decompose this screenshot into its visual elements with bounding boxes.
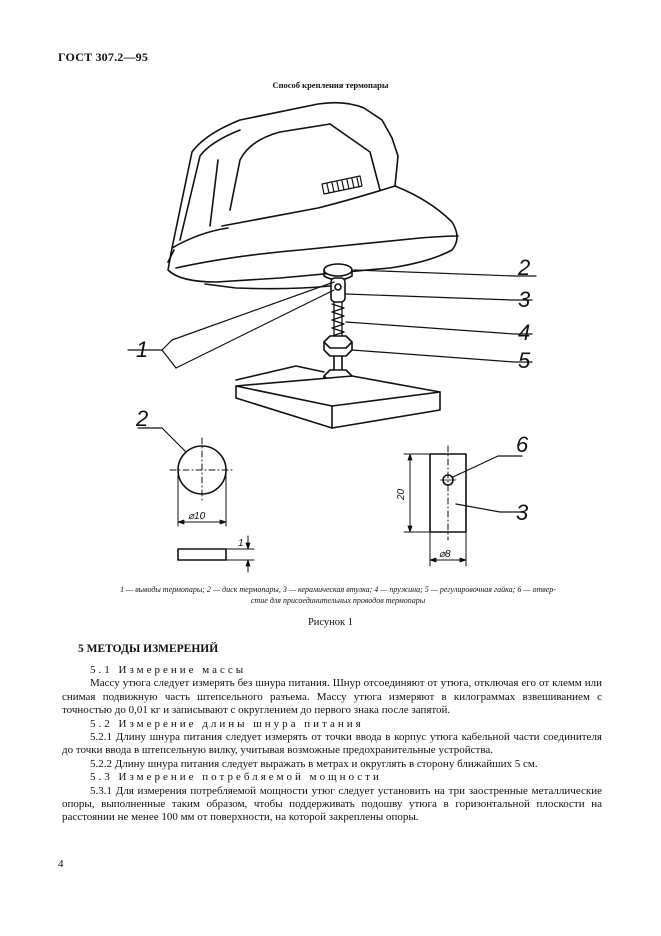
callout-2: 2 bbox=[518, 255, 531, 280]
heading-5-1: 5.1 Измерение массы bbox=[90, 664, 247, 676]
section-body bbox=[62, 664, 602, 825]
section-title: 5 МЕТОДЫ ИЗМЕРЕНИЙ bbox=[78, 643, 219, 655]
dim-d10: ⌀10 bbox=[188, 511, 206, 522]
callout-6: 6 bbox=[516, 432, 529, 457]
callout-1: 1 bbox=[136, 337, 149, 362]
dim-h20: 20 bbox=[396, 488, 407, 500]
paragraph-5-3-1: 5.3.1 Для измерения потребляемой мощности утюг следует установить на три заостренные металлические опоры, выполненные таким образом, чтобы поддерживать подошву утюга в горизонтальной плоскости на расстоянии не менее 100 мм от поверхности, на которой закреплены опоры. bbox=[62, 784, 602, 824]
callout-3: 3 bbox=[518, 287, 531, 312]
figure-title: Способ крепления термопары bbox=[272, 80, 389, 90]
callout-3-detail: 3 bbox=[516, 500, 529, 525]
figure-caption: Рисунок 1 bbox=[307, 617, 354, 628]
paragraph-5-2-2: 5.2.2 Длину шнура питания следует выражать в метрах и округлять в сторону ближайших 5 см. bbox=[90, 757, 538, 770]
sleeve-detail bbox=[404, 446, 524, 566]
thermocouple-mounting-figure bbox=[0, 90, 661, 580]
disk-detail bbox=[138, 428, 234, 526]
legend-line-1: 1 — выводы термопары; 2 — диск термопары, 3 — керамическая втулка; 4 — пружина; 5 — регулировочная гайка; 6 — отвер- bbox=[120, 585, 556, 594]
page-number: 4 bbox=[58, 858, 64, 870]
spring bbox=[332, 302, 344, 338]
heading-5-3: 5.3 Измерение потребляемой мощности bbox=[90, 771, 382, 784]
heading-5-2: 5.2 Измерение длины шнура питания bbox=[90, 717, 364, 730]
legend-line-2: стие для присоединительных проводов термопары bbox=[250, 596, 426, 605]
callout-5: 5 bbox=[518, 348, 531, 373]
figure-legend bbox=[78, 584, 598, 606]
dim-d8: ⌀8 bbox=[439, 549, 451, 560]
paragraph-5-1: Массу утюга следует измерять без шнура питания. Шнур отсоединяют от утюга, отключая его от клемм или снимая подвижную часть штепсельного разъема. Массу утюга измеряют в килограммах взвешиванием с точностью до 0,01 кг и записывают с округлением до первого знака после запятой. bbox=[62, 677, 602, 717]
callout-4: 4 bbox=[518, 320, 531, 345]
callout-2-detail: 2 bbox=[136, 406, 149, 431]
iron-drawing bbox=[168, 103, 458, 289]
paragraph-5-2-1: 5.2.1 Длину шнура питания следует измерять от точки ввода в корпус утюга кабельной части соединителя до точки ввода в штепсельную вилку, учитывая возможные предохранительные устройства. bbox=[62, 731, 602, 757]
thermocouple-assembly bbox=[324, 264, 352, 388]
document-header: ГОСТ 307.2—95 bbox=[58, 50, 149, 64]
dim-t1: 1 bbox=[238, 538, 244, 549]
